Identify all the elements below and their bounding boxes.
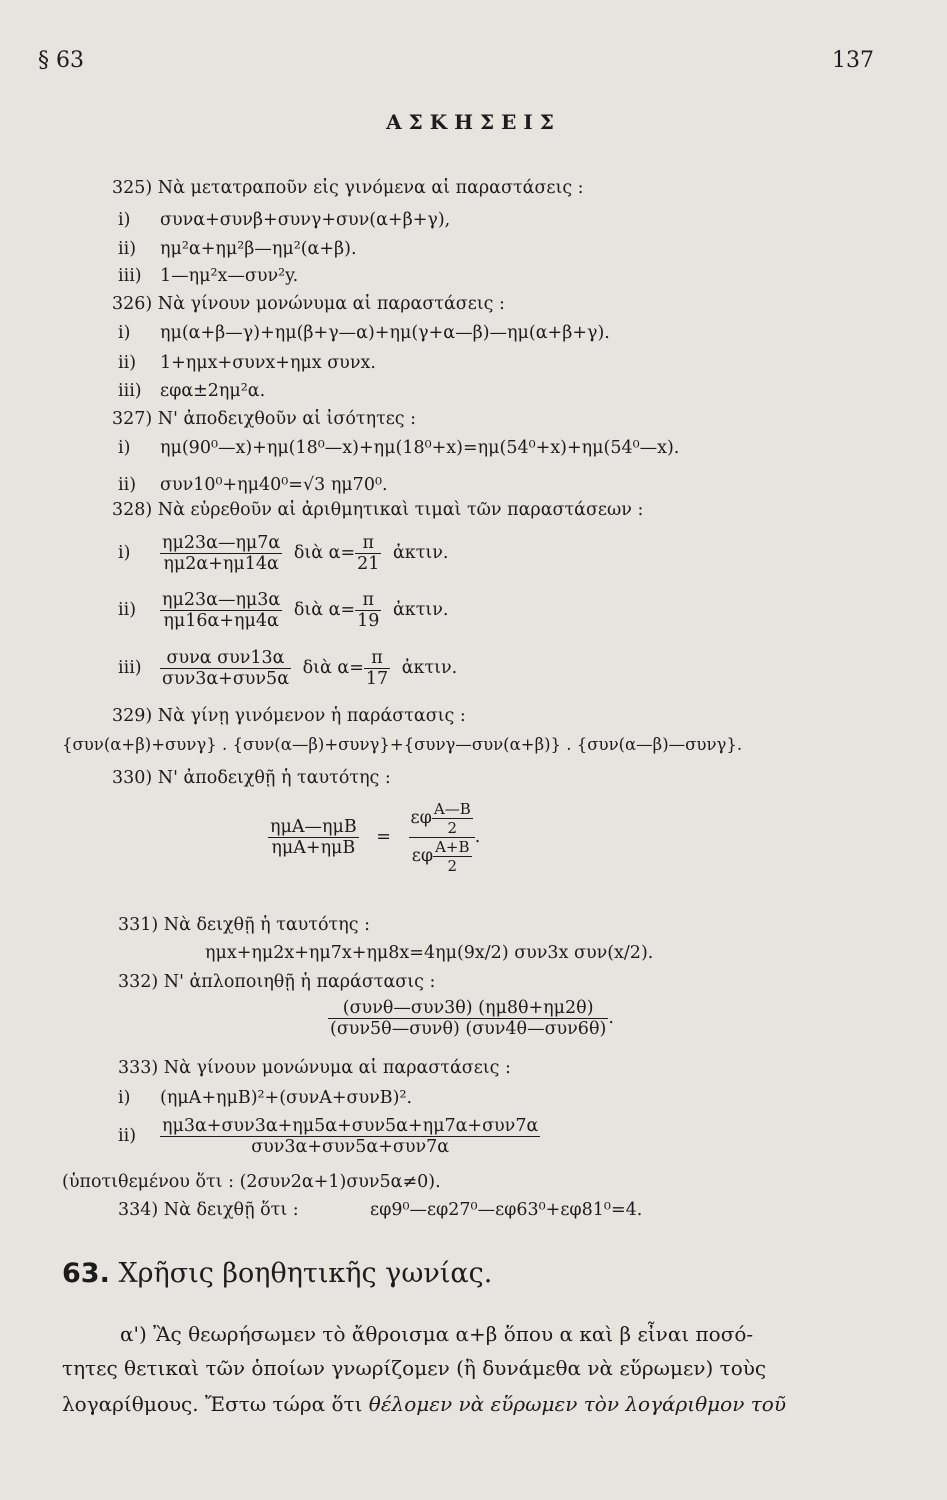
exercise-332-expression: $\frac{\text{(συνθ—συν3θ) (ημ8θ+ημ2θ)}}{\text{(συν5θ—συνθ) (συν4θ—συν6θ)}}$ .	[330, 998, 614, 1039]
exercise-333-item: ii) $\frac{\text{ημ3α+συν3α+ημ5α+συν5α+ημ7α+συν7α}}{\text{συν3α+συν5α+συν7α}}$	[118, 1116, 539, 1157]
exercise-333-heading: 333) Νὰ γίνουν μονώνυμα αἱ παραστάσεις :	[118, 1058, 511, 1078]
section-number: 63.	[62, 1258, 110, 1289]
exercise-328-heading: 328) Νὰ εὑρεθοῦν αἱ ἀριθμητικαὶ τιμαὶ τῶν παραστάσεων :	[112, 500, 644, 520]
section-heading	[62, 1258, 492, 1289]
exercise-328-item: iii) $\frac{\text{συνα συν13α}}{\text{συν3α+συν5α}}$ διὰ α= $\frac{\pi}{17}$ ἀκτιν.	[118, 648, 458, 689]
exercise-330-identity: $\frac{\text{ημA—ημB}}{\text{ημA+ημB}}$ = εφ $\frac{A—B}{2}$ εφ $\frac{A+B}{2}$ .	[270, 800, 481, 875]
exercise-327-heading: 327) Ν' ἀποδειχθοῦν αἱ ἰσότητες :	[112, 409, 417, 429]
exercise-326-item: i) ημ(α+β—γ)+ημ(β+γ—α)+ημ(γ+α—β)—ημ(α+β+γ).	[118, 323, 610, 343]
page-number: 137	[832, 48, 874, 73]
exercise-329-heading: 329) Νὰ γίνῃ γινόμενον ἡ παράστασις :	[112, 706, 466, 726]
section-reference: § 63	[38, 48, 84, 73]
paragraph-line: α') Ἂς θεωρήσωμεν τὸ ἄθροισμα α+β ὅπου α καὶ β εἶναι ποσό-	[120, 1322, 754, 1346]
exercise-326-item: ii) 1+ημx+συνx+ημx συνx.	[118, 353, 376, 373]
exercise-326-heading: 326) Νὰ γίνουν μονώνυμα αἱ παραστάσεις :	[112, 294, 505, 314]
exercise-330-heading: 330) Ν' ἀποδειχθῇ ἡ ταυτότης :	[112, 768, 391, 788]
exercise-334-heading: 334) Νὰ δειχθῇ ὅτι :	[118, 1200, 299, 1220]
exercise-325-item: ii) ημ²α+ημ²β—ημ²(α+β).	[118, 239, 357, 259]
exercise-331-expression: ημx+ημ2x+ημ7x+ημ8x=4ημ(9x/2) συν3x συν(x/2).	[205, 943, 654, 963]
exercise-325-heading: 325) Νὰ μετατραποῦν εἰς γινόμενα αἱ παραστάσεις :	[112, 178, 584, 198]
paragraph-line: λογαρίθμους. Ἔστω τώρα ὅτι θέλομεν νὰ εὕρωμεν τὸν λογάριθμον τοῦ	[62, 1392, 786, 1416]
exercise-334-expression: εφ9⁰—εφ27⁰—εφ63⁰+εφ81⁰=4.	[370, 1200, 643, 1220]
exercise-331-heading: 331) Νὰ δειχθῇ ἡ ταυτότης :	[118, 915, 370, 935]
exercise-332-heading: 332) Ν' ἁπλοποιηθῇ ἡ παράστασις :	[118, 972, 436, 992]
page-title: ΑΣΚΗΣΕΙΣ	[386, 110, 561, 134]
paragraph-line: τητες θετικαὶ τῶν ὁποίων γνωρίζομεν (ἢ δυνάμεθα νὰ εὕρωμεν) τοὺς	[62, 1356, 767, 1380]
exercise-329-expression: {συν(α+β)+συνγ} . {συν(α—β)+συνγ}+{συνγ—συν(α+β)} . {συν(α—β)—συνγ}.	[62, 735, 743, 754]
exercise-328-item: i) $\frac{\eta\mu 23\alpha—\eta\mu 7\alpha}{\eta\mu 2\alpha+\eta\mu 14\alpha}$ διὰ α= $\frac{\pi}{21}$ ἀκτιν.	[118, 533, 449, 574]
exercise-327-item: ii) συν10⁰+ημ40⁰=√3 ημ70⁰.	[118, 475, 388, 495]
exercise-326-item: iii) εφα±2ημ²α.	[118, 381, 266, 401]
exercise-328-item: ii) $\frac{\eta\mu 23\alpha—\eta\mu 3\alpha}{\eta\mu 16\alpha+\eta\mu 4\alpha}$ διὰ α= $\frac{\pi}{19}$ ἀκτιν.	[118, 590, 449, 631]
section-title: Χρῆσις βοηθητικῆς γωνίας.	[118, 1258, 493, 1289]
exercise-327-item: i) ημ(90⁰—x)+ημ(18⁰—x)+ημ(18⁰+x)=ημ(54⁰+x)+ημ(54⁰—x).	[118, 438, 680, 458]
exercise-325-item: i) συνα+συνβ+συνγ+συν(α+β+γ),	[118, 210, 451, 230]
exercise-325-item: iii) 1—ημ²x—συν²y.	[118, 266, 299, 286]
exercise-333-item: i) (ημA+ημB)²+(συνA+συνB)².	[118, 1088, 413, 1108]
exercise-333-condition: (ὑποτιθεμένου ὅτι : (2συν2α+1)συν5α≠0).	[62, 1172, 441, 1192]
